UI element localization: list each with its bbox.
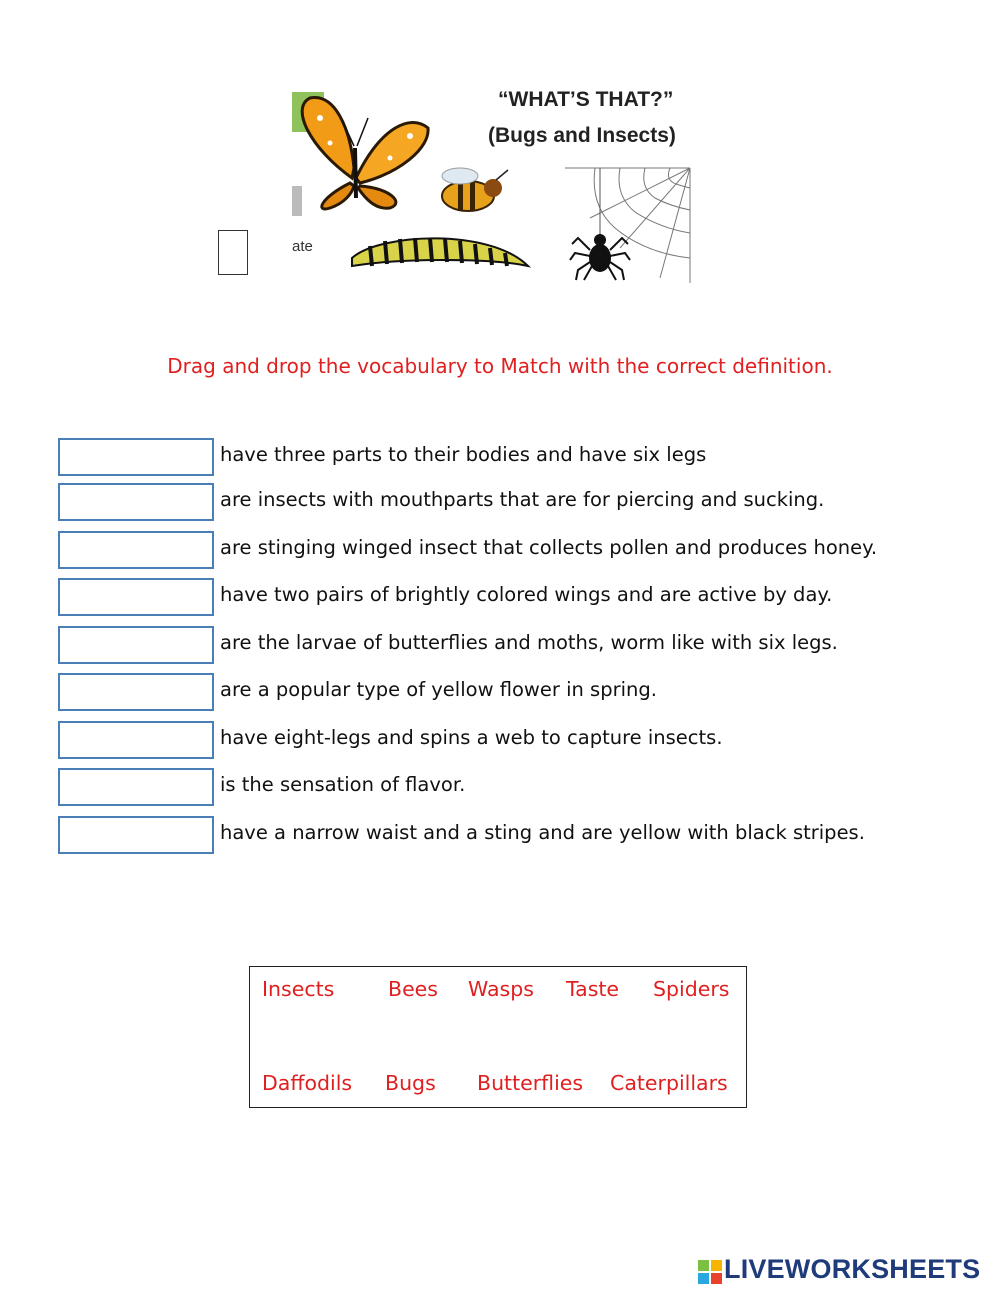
definition-row bbox=[58, 626, 988, 664]
definition-row bbox=[58, 816, 988, 854]
butterfly-icon bbox=[302, 98, 428, 209]
definition-text: are insects with mouthparts that are for piercing and sucking. bbox=[220, 488, 825, 511]
definition-row bbox=[58, 721, 988, 759]
logo-text: LIVEWORKSHEETS bbox=[724, 1254, 981, 1284]
definition-text: are the larvae of butterflies and moths, worm like with six legs. bbox=[220, 631, 838, 654]
word-caterpillars[interactable]: Caterpillars bbox=[610, 1071, 728, 1095]
definition-row bbox=[58, 531, 988, 569]
header-fragment-text: ate bbox=[292, 238, 313, 255]
logo-icon bbox=[698, 1260, 722, 1284]
word-daffodils[interactable]: Daffodils bbox=[262, 1071, 353, 1095]
worksheet-subtitle: (Bugs and Insects) bbox=[488, 124, 676, 147]
definition-text: is the sensation of flavor. bbox=[220, 773, 466, 796]
word-insects[interactable]: Insects bbox=[262, 977, 335, 1001]
instruction-text: Drag and drop the vocabulary to Match with the correct definition. bbox=[167, 354, 833, 378]
header-illustration bbox=[290, 88, 700, 288]
definition-row bbox=[58, 673, 988, 711]
definition-text: are stinging winged insect that collects pollen and produces honey. bbox=[220, 536, 878, 559]
word-butterflies[interactable]: Butterflies bbox=[477, 1071, 584, 1095]
word-spiders[interactable]: Spiders bbox=[653, 977, 730, 1001]
caterpillar-icon bbox=[352, 238, 528, 266]
word-wasps[interactable]: Wasps bbox=[468, 977, 534, 1001]
definition-text: are a popular type of yellow flower in spring. bbox=[220, 678, 657, 701]
word-bank bbox=[249, 966, 747, 1108]
definition-row bbox=[58, 578, 988, 616]
word-bugs[interactable]: Bugs bbox=[385, 1071, 436, 1095]
definition-row bbox=[58, 438, 988, 476]
definition-row bbox=[58, 768, 988, 806]
empty-answer-box[interactable] bbox=[218, 230, 248, 275]
drop-zone-9[interactable] bbox=[58, 816, 214, 854]
drop-zone-1[interactable] bbox=[58, 438, 214, 476]
definition-text: have two pairs of brightly colored wings and are active by day. bbox=[220, 583, 833, 606]
drop-zone-4[interactable] bbox=[58, 578, 214, 616]
drop-zone-7[interactable] bbox=[58, 721, 214, 759]
word-taste[interactable]: Taste bbox=[566, 977, 620, 1001]
drop-zone-5[interactable] bbox=[58, 626, 214, 664]
definition-text: have a narrow waist and a sting and are yellow with black stripes. bbox=[220, 821, 865, 844]
bee-icon bbox=[442, 168, 508, 211]
drop-zone-3[interactable] bbox=[58, 531, 214, 569]
spider-icon bbox=[570, 168, 630, 280]
drop-zone-6[interactable] bbox=[58, 673, 214, 711]
definition-text: have three parts to their bodies and have six legs bbox=[220, 443, 707, 466]
worksheet-title: “WHAT’S THAT?” bbox=[498, 88, 674, 111]
drop-zone-8[interactable] bbox=[58, 768, 214, 806]
word-bees[interactable]: Bees bbox=[388, 977, 438, 1001]
drop-zone-2[interactable] bbox=[58, 483, 214, 521]
definition-text: have eight-legs and spins a web to capture insects. bbox=[220, 726, 723, 749]
definition-row bbox=[58, 483, 988, 521]
